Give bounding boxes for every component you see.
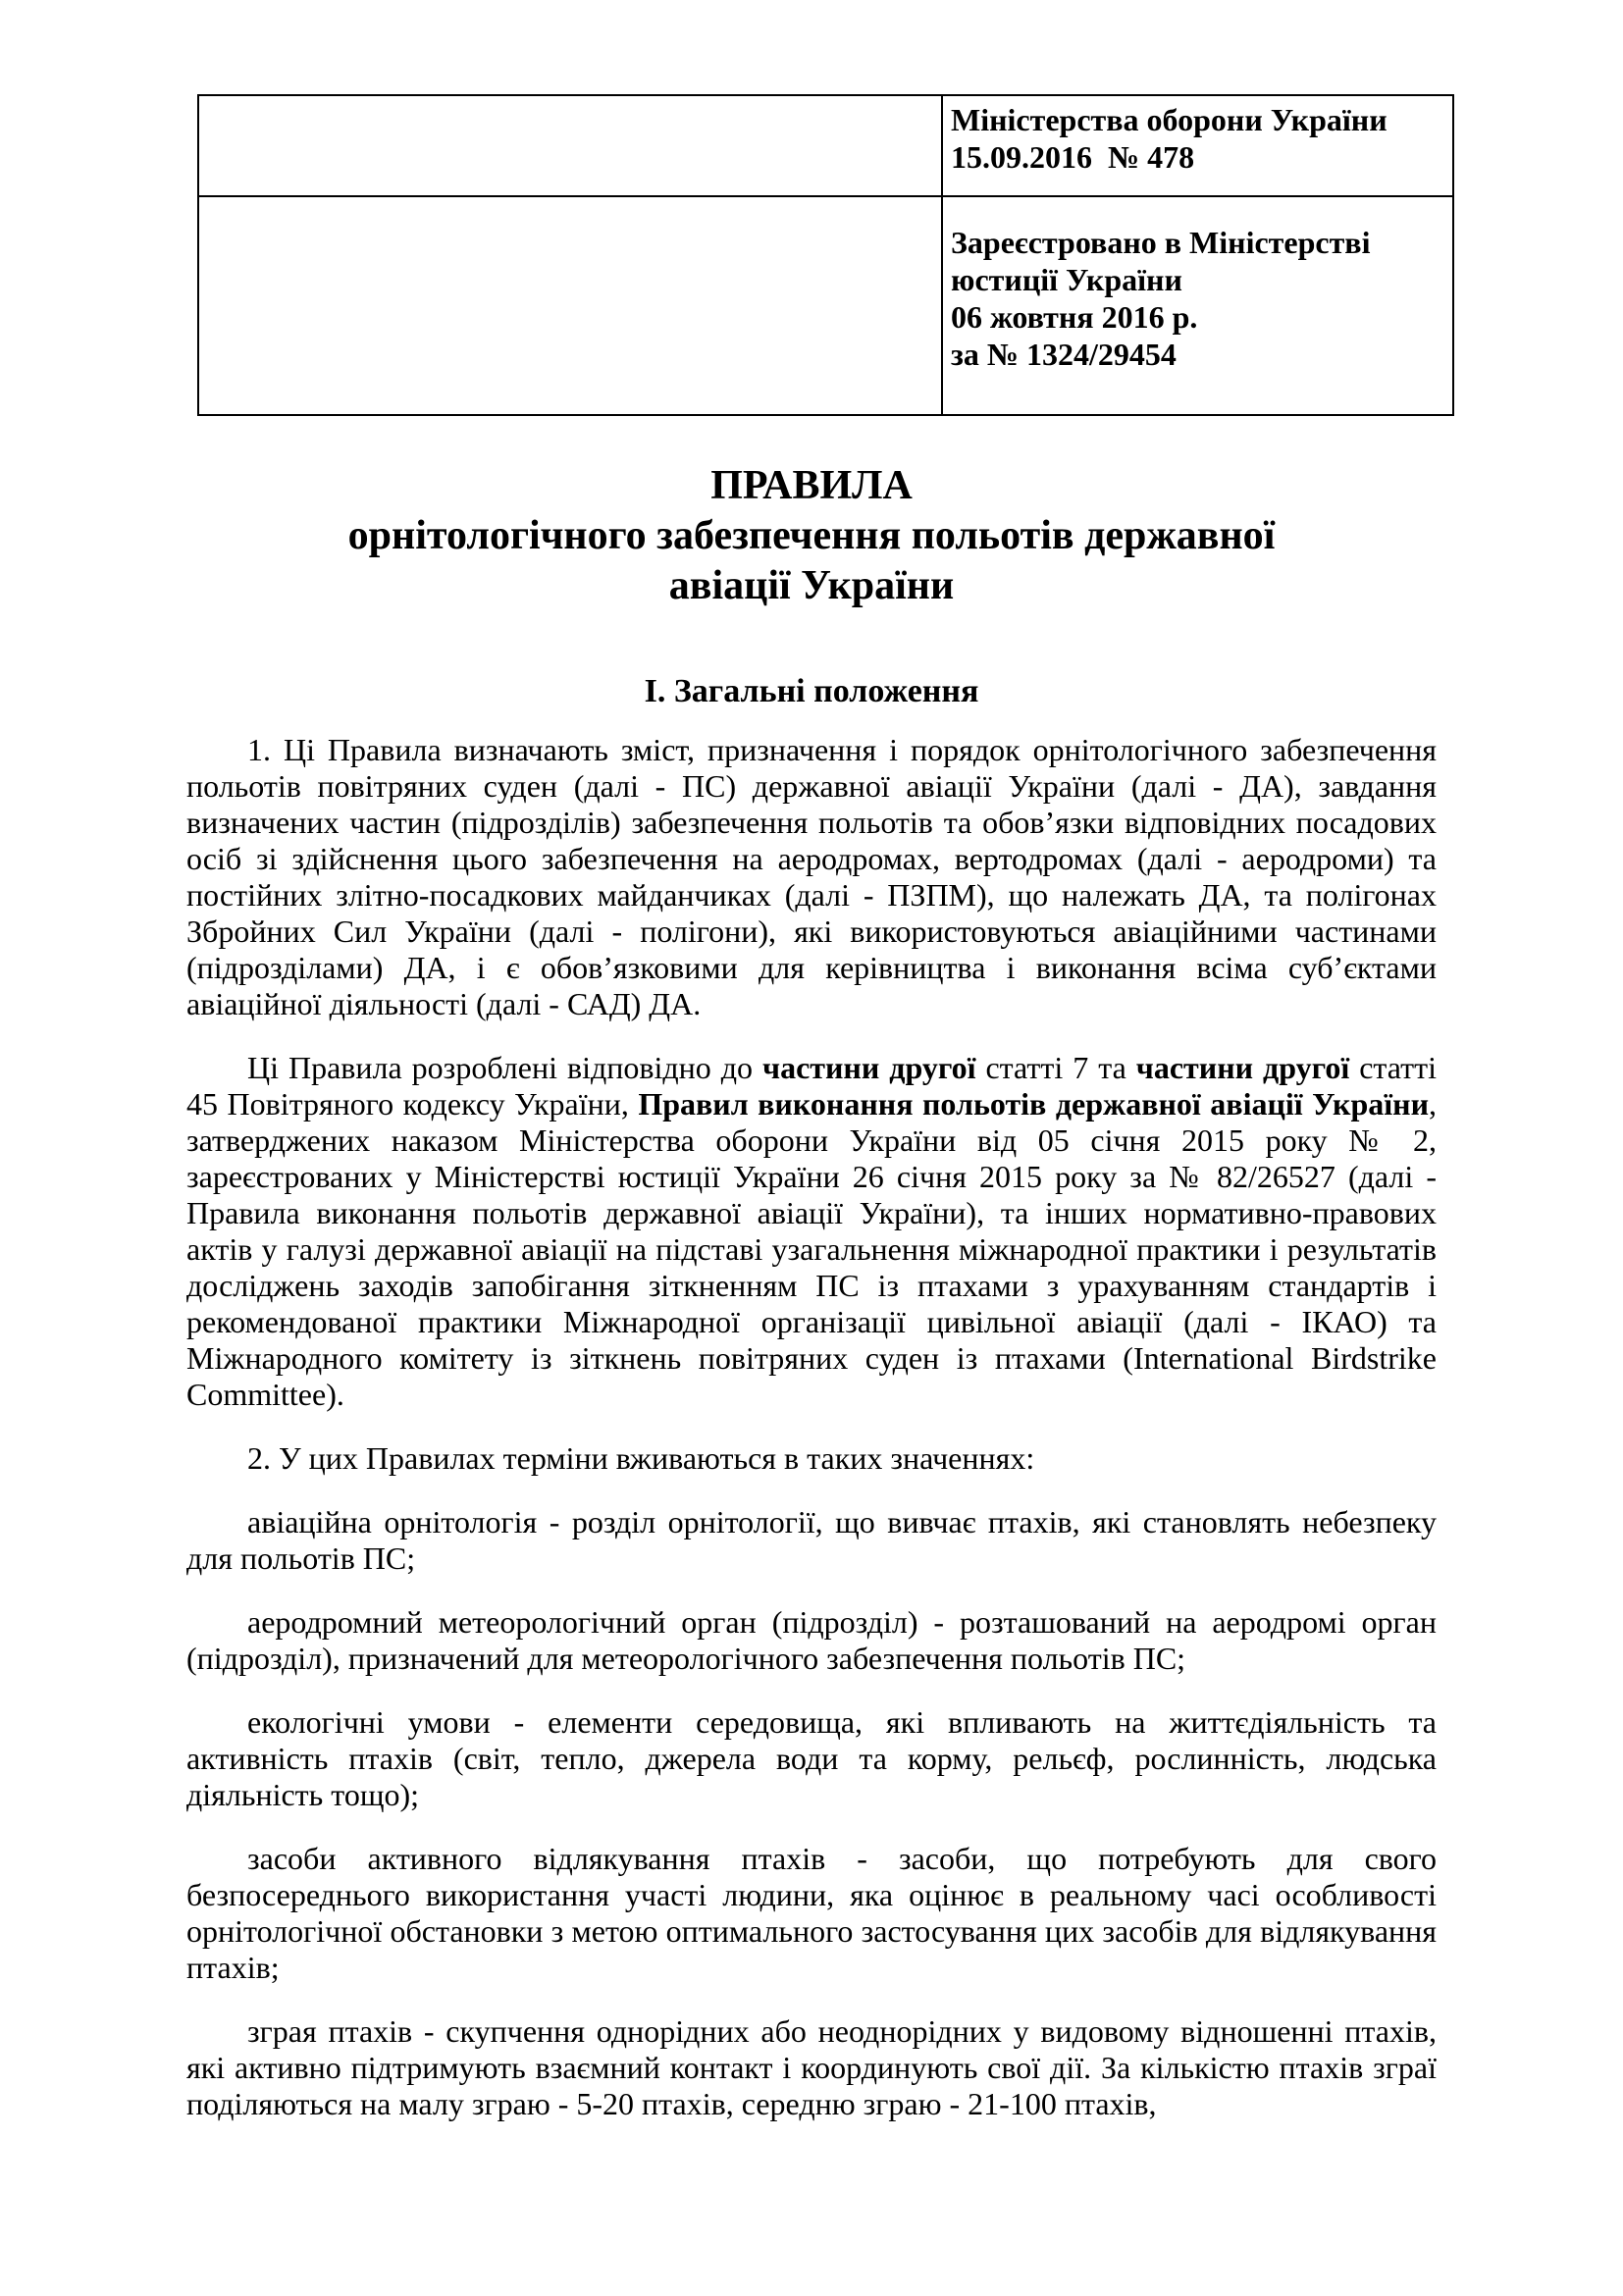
reference-text: частини другої bbox=[1135, 1050, 1350, 1085]
body-text-segment: засоби активного відлякування птахів - засоби, що потребують для свого безпосереднього використання участі людини, яка оцінює в реальному часі особливості орнітологічної обстановки з метою оптимального застосування цих засобів для відлякування птахів; bbox=[186, 1841, 1437, 1985]
body-text-segment: статті 45 Повітряного кодексу України, bbox=[186, 1050, 1438, 1122]
body-text-segment: аеродромний метеорологічний орган (підрозділ) - розташований на аеродромі орган (підрозділ), призначений для метеорологічного забезпечення польотів ПС; bbox=[186, 1604, 1437, 1676]
body-text-segment: екологічні умови - елементи середовища, які впливають на життєдіяльність та активність птахів (світ, тепло, джерела води та корму, рельєф, рослинність, людська діяльність тощо); bbox=[186, 1704, 1437, 1812]
body-text-segment: Ці Правила розроблені відповідно до bbox=[247, 1050, 763, 1085]
definition-aviation-ornithology bbox=[186, 1504, 1437, 1577]
registration-number: за № 1324/29454 bbox=[951, 337, 1177, 372]
order-issuer-text: Міністерства оборони України bbox=[951, 102, 1387, 137]
document-body bbox=[186, 732, 1437, 2122]
registration-line: юстиції України bbox=[951, 262, 1182, 297]
body-text-segment: статті 7 та bbox=[975, 1050, 1136, 1085]
definition-active-repelling-means bbox=[186, 1841, 1437, 1986]
registration-cell bbox=[942, 196, 1453, 415]
table-row bbox=[198, 95, 1453, 196]
order-date-number: 15.09.2016 № 478 bbox=[951, 139, 1195, 175]
reference-text: частини другої bbox=[762, 1050, 976, 1085]
title-line-3: авіації України bbox=[668, 563, 955, 608]
paragraph-3 bbox=[186, 1440, 1437, 1477]
empty-cell bbox=[198, 95, 942, 196]
paragraph-1 bbox=[186, 732, 1437, 1022]
registration-date: 06 жовтня 2016 р. bbox=[951, 299, 1198, 335]
body-text-segment: авіаційна орнітологія - розділ орнітології, що вивчає птахів, які становлять небезпеку для польотів ПС; bbox=[186, 1504, 1437, 1576]
registration-line: Зареєстровано в Міністерстві bbox=[951, 225, 1371, 260]
title-line-1: ПРАВИЛА bbox=[710, 463, 913, 508]
document-title bbox=[186, 461, 1437, 611]
registration-header-table bbox=[197, 94, 1454, 416]
definition-bird-flock bbox=[186, 2013, 1437, 2122]
section-heading: І. Загальні положення bbox=[644, 673, 979, 709]
empty-cell bbox=[198, 196, 942, 415]
title-line-2: орнітологічного забезпечення польотів державної bbox=[347, 513, 1276, 558]
body-text-segment: 2. У цих Правилах терміни вживаються в таких значеннях: bbox=[247, 1440, 1035, 1476]
definition-aerodrome-meteo-organ bbox=[186, 1604, 1437, 1677]
body-text-segment: 1. Ці Правила визначають зміст, призначення і порядок орнітологічного забезпечення польотів повітряних суден (далі - ПС) державної авіації України (далі - ДА), завдання визначених частин (підрозділів) забезпечення польотів та обов’язки відповідних посадових осіб зі здійснення цього забезпечення на аеродромах, вертодромах (далі - аеродроми) та постійних злітно-посадкових майданчиках (далі - ПЗПМ), що належать ДА, та полігонах Збройних Сил України (далі - полігони), які використовуються авіаційними частинами (підрозділами) ДА, і є обов’язковими для керівництва і виконання всіма суб’єктами авіаційної діяльності (далі - САД) ДА. bbox=[186, 732, 1437, 1021]
body-text-segment: , затверджених наказом Міністерства оборони України від 05 січня 2015 року № 2, зареєстрованих у Міністерстві юстиції України 26 січня 2015 року за № 82/26527 (далі - Правила виконання польотів державної авіації України), та інших нормативно-правових актів у галузі державної авіації на підставі узагальнення міжнародної практики і результатів досліджень заходів запобігання зіткненням ПС із птахами з урахуванням стандартів і рекомендованої практики Міжнародної організації цивільної авіації (далі - ІКАО) та Міжнародного комітету із зіткнень повітряних суден із птахами (International Birdstrike Committee). bbox=[186, 1086, 1438, 1412]
table-row bbox=[198, 196, 1453, 415]
document-content bbox=[186, 0, 1437, 2122]
paragraph-2 bbox=[186, 1050, 1437, 1413]
body-text-segment: зграя птахів - скупчення однорідних або неоднорідних у видовому відношенні птахів, які активно підтримують взаємний контакт і координують свої дії. За кількістю птахів зграї поділяються на малу зграю - 5-20 птахів, середню зграю - 21-100 птахів, bbox=[186, 2013, 1437, 2121]
reference-text: Правил виконання польотів державної авіації України bbox=[638, 1086, 1430, 1122]
order-cell bbox=[942, 95, 1453, 196]
definition-ecological-conditions bbox=[186, 1704, 1437, 1813]
